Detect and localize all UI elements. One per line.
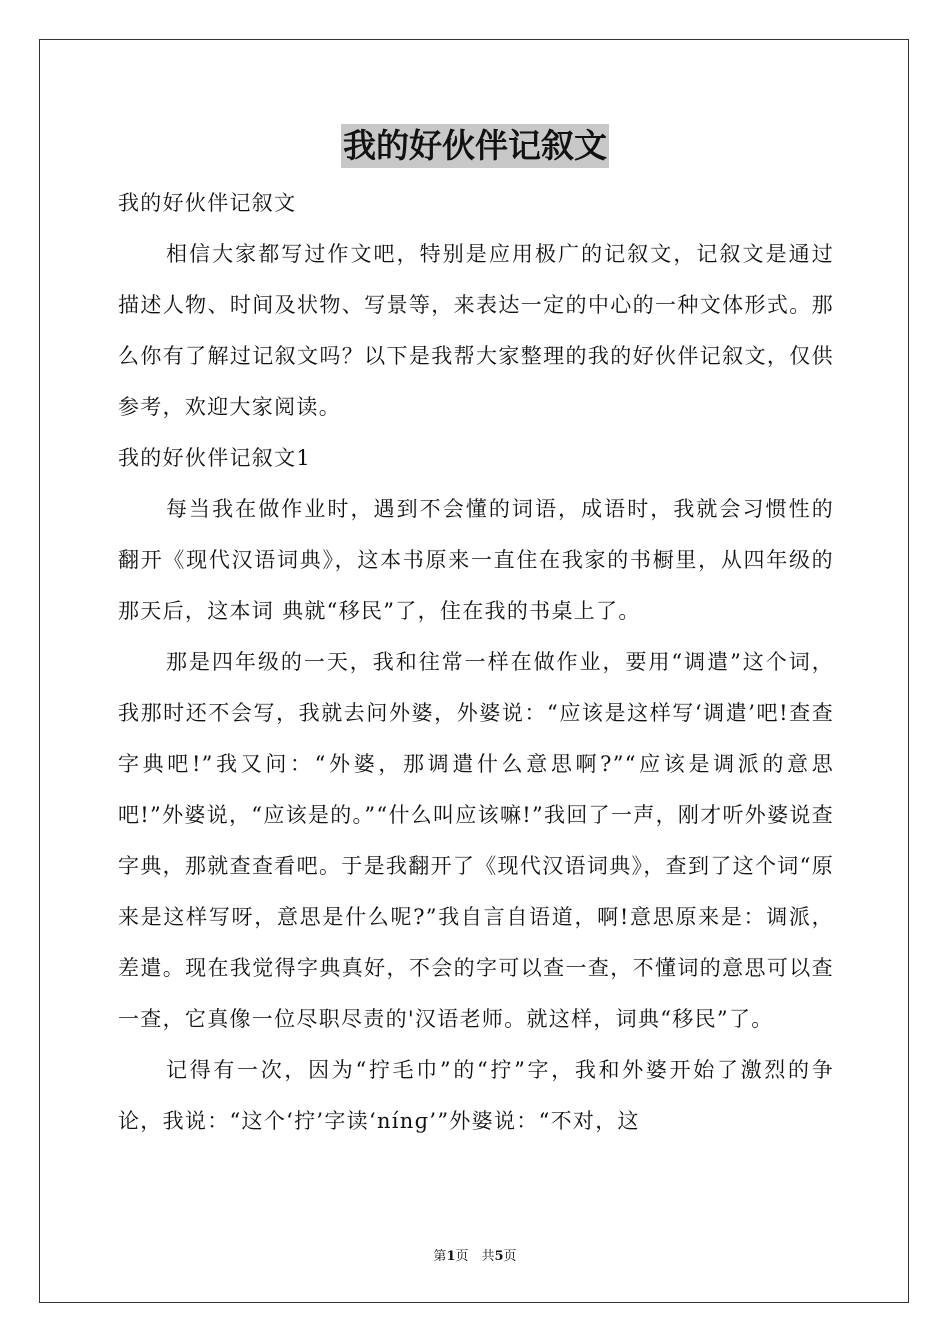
- document-body: [118, 178, 834, 1147]
- footer-prefix: 第: [433, 1249, 447, 1264]
- document-title: 我的好伙伴记叙文: [341, 124, 609, 168]
- body-paragraph-2: 那是四年级的一天，我和往常一样在做作业，要用“调遣”这个词，我那时还不会写，我就去问外婆，外婆说：“应该是这样写‘调遣’吧!查查字典吧!”我又问：“外婆，那调遣什么意思啊?”“应该是调派的意思吧!”外婆说，“应该是的。”“什么叫应该嘛!”我回了一声，刚才听外婆说查字典，那就查查看吧。于是我翻开了《现代汉语词典》，查到了这个词“原来是这样写呀，意思是什么呢?”我自言自语道，啊!意思原来是：调派，差遣。现在我觉得字典真好，不会的字可以查一查，不懂词的意思可以查一查，它真像一位尽职尽责的'汉语老师。就这样，词典“移民”了。: [118, 650, 835, 1031]
- title-container: [0, 124, 950, 168]
- document-subtitle: 我的好伙伴记叙文: [118, 191, 297, 215]
- body-paragraph-1: 每当我在做作业时，遇到不会懂的词语，成语时，我就会习惯性的翻开《现代汉语词典》，这本书原来一直住在我家的书橱里，从四年级的那天后，这本词 典就“移民”了，住在我的书桌上了。: [118, 497, 834, 623]
- footer-suffix: 页: [503, 1249, 517, 1264]
- section-heading: 我的好伙伴记叙文1: [118, 446, 312, 470]
- page-footer: [0, 1248, 950, 1266]
- footer-total-pages: 5: [494, 1249, 504, 1264]
- footer-current-page: 1: [446, 1249, 456, 1264]
- footer-mid: 页 共: [455, 1249, 495, 1264]
- body-paragraph-3: 记得有一次，因为“拧毛巾”的“拧”字，我和外婆开始了激烈的争论，我说：“这个‘拧’字读‘nínɡ’”外婆说：“不对，这: [118, 1058, 834, 1133]
- intro-paragraph: 相信大家都写过作文吧，特别是应用极广的记叙文，记叙文是通过描述人物、时间及状物、写景等，来表达一定的中心的一种文体形式。那么你有了解过记叙文吗？以下是我帮大家整理的我的好伙伴记叙文，仅供参考，欢迎大家阅读。: [118, 242, 834, 419]
